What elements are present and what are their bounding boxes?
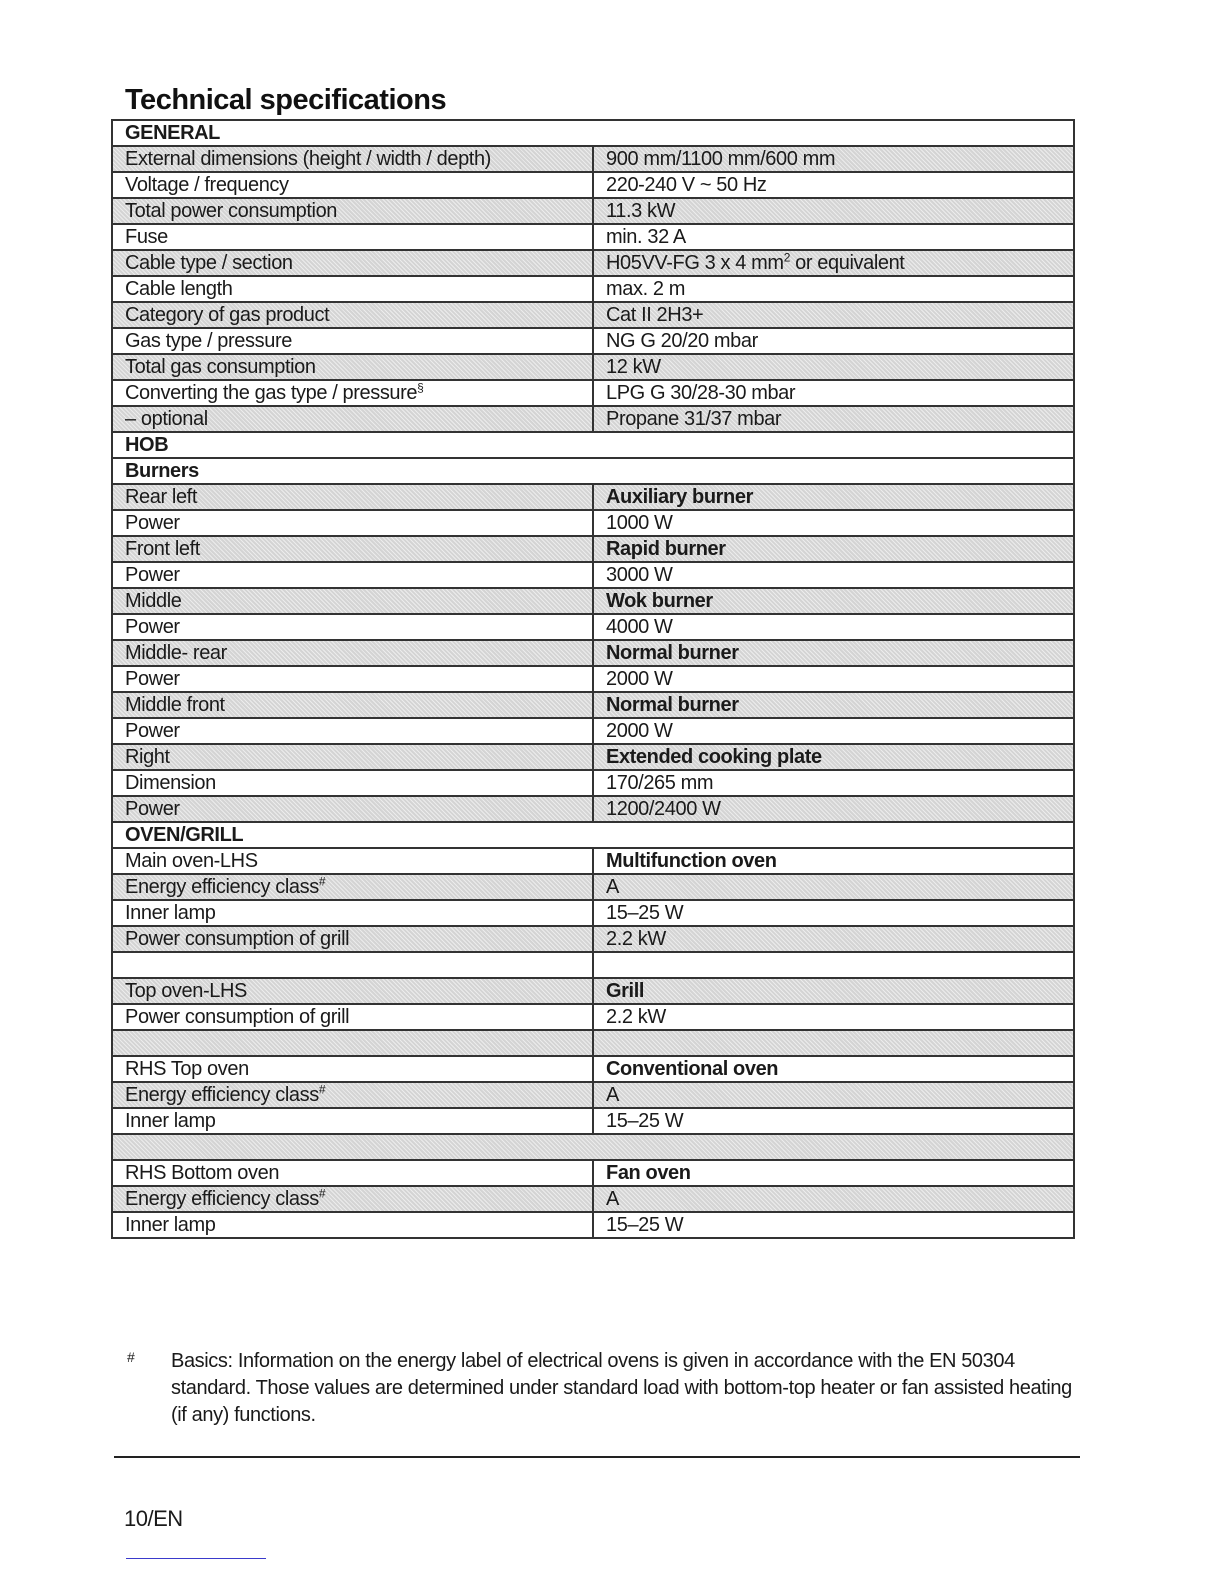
table-row xyxy=(112,614,1074,640)
section-heading: HOB xyxy=(112,432,1074,458)
spec-value-suffix: or equivalent xyxy=(789,252,905,274)
spec-value: Wok burner xyxy=(593,588,1074,614)
spec-label xyxy=(112,1082,593,1108)
spec-label-text: Energy efficiency class xyxy=(125,876,319,898)
spec-label: Power xyxy=(112,614,593,640)
spec-value-text: H05VV-FG 3 x 4 mm xyxy=(606,252,784,274)
table-row xyxy=(112,484,1074,510)
table-row xyxy=(112,328,1074,354)
spec-value: Multifunction oven xyxy=(593,848,1074,874)
spec-value: NG G 20/20 mbar xyxy=(593,328,1074,354)
spec-value: 170/265 mm xyxy=(593,770,1074,796)
spec-value: 4000 W xyxy=(593,614,1074,640)
table-row xyxy=(112,146,1074,172)
spec-label: Power consumption of grill xyxy=(112,1004,593,1030)
spec-value: Grill xyxy=(593,978,1074,1004)
empty-row xyxy=(112,1030,1074,1056)
table-row xyxy=(112,874,1074,900)
spec-label: Total gas consumption xyxy=(112,354,593,380)
bottom-line xyxy=(126,1558,266,1559)
spec-label: Main oven-LHS xyxy=(112,848,593,874)
table-row xyxy=(112,900,1074,926)
spec-label: Cable length xyxy=(112,276,593,302)
table-row xyxy=(112,692,1074,718)
table-row xyxy=(112,536,1074,562)
superscript: # xyxy=(318,1186,326,1201)
table-row xyxy=(112,770,1074,796)
empty-cell xyxy=(593,1030,1074,1056)
spec-label: Middle front xyxy=(112,692,593,718)
spec-label: Power consumption of grill xyxy=(112,926,593,952)
spec-value: 15–25 W xyxy=(593,1212,1074,1238)
spec-label: Cable type / section xyxy=(112,250,593,276)
spec-label: Total power consumption xyxy=(112,198,593,224)
spec-label: Inner lamp xyxy=(112,1108,593,1134)
empty-cell xyxy=(112,952,593,978)
spec-label: Power xyxy=(112,562,593,588)
spec-label: Fuse xyxy=(112,224,593,250)
spec-label: RHS Bottom oven xyxy=(112,1160,593,1186)
page-number: 10/EN xyxy=(124,1506,183,1531)
table-row xyxy=(112,380,1074,406)
table-row xyxy=(112,744,1074,770)
spec-value: Auxiliary burner xyxy=(593,484,1074,510)
table-row xyxy=(112,224,1074,250)
spec-value: Extended cooking plate xyxy=(593,744,1074,770)
spec-value xyxy=(593,250,1074,276)
table-row xyxy=(112,406,1074,432)
spec-value: LPG G 30/28-30 mbar xyxy=(593,380,1074,406)
footnote-mark: # xyxy=(127,1349,135,1365)
footnote xyxy=(127,1348,1077,1429)
spec-value: Conventional oven xyxy=(593,1056,1074,1082)
table-row xyxy=(112,354,1074,380)
section-row-burners xyxy=(112,458,1074,484)
spec-label: Middle- rear xyxy=(112,640,593,666)
page-title: Technical specifications xyxy=(125,84,447,116)
spec-value: 2.2 kW xyxy=(593,926,1074,952)
spec-value: Propane 31/37 mbar xyxy=(593,406,1074,432)
table-row xyxy=(112,510,1074,536)
spec-value: 12 kW xyxy=(593,354,1074,380)
spec-value: Normal burner xyxy=(593,692,1074,718)
empty-cell xyxy=(112,1134,1074,1160)
spec-value: 2000 W xyxy=(593,718,1074,744)
spec-label-text: Converting the gas type / pressure xyxy=(125,382,418,404)
footer-divider xyxy=(114,1456,1080,1458)
section-row-oven xyxy=(112,822,1074,848)
section-heading: Burners xyxy=(112,458,1074,484)
spec-label: Power xyxy=(112,666,593,692)
spec-label-text: Energy efficiency class xyxy=(125,1188,319,1210)
spec-value: A xyxy=(593,1186,1074,1212)
section-heading: GENERAL xyxy=(112,120,1074,146)
spec-value: Normal burner xyxy=(593,640,1074,666)
spec-label: Dimension xyxy=(112,770,593,796)
table-row xyxy=(112,1108,1074,1134)
spec-label: Power xyxy=(112,718,593,744)
spec-label: Gas type / pressure xyxy=(112,328,593,354)
empty-row xyxy=(112,952,1074,978)
spec-value: 220-240 V ~ 50 Hz xyxy=(593,172,1074,198)
table-row xyxy=(112,588,1074,614)
spec-label: Rear left xyxy=(112,484,593,510)
empty-cell xyxy=(112,1030,593,1056)
table-row xyxy=(112,276,1074,302)
spec-label: Inner lamp xyxy=(112,900,593,926)
spec-value: A xyxy=(593,1082,1074,1108)
table-row xyxy=(112,250,1074,276)
table-row xyxy=(112,172,1074,198)
table-row xyxy=(112,1160,1074,1186)
spec-value: min. 32 A xyxy=(593,224,1074,250)
spec-value: Rapid burner xyxy=(593,536,1074,562)
spec-value: max. 2 m xyxy=(593,276,1074,302)
spec-table xyxy=(111,119,1075,1239)
spec-value: 1000 W xyxy=(593,510,1074,536)
table-row xyxy=(112,926,1074,952)
table-row xyxy=(112,1186,1074,1212)
spec-value: 2.2 kW xyxy=(593,1004,1074,1030)
table-row xyxy=(112,1004,1074,1030)
table-row xyxy=(112,848,1074,874)
spec-value: Fan oven xyxy=(593,1160,1074,1186)
table-row xyxy=(112,1082,1074,1108)
spec-label: Front left xyxy=(112,536,593,562)
table-row xyxy=(112,640,1074,666)
table-row xyxy=(112,666,1074,692)
spec-value: Cat II 2H3+ xyxy=(593,302,1074,328)
spec-label: Category of gas product xyxy=(112,302,593,328)
spec-value: 15–25 W xyxy=(593,1108,1074,1134)
spec-value: 1200/2400 W xyxy=(593,796,1074,822)
spec-label: – optional xyxy=(112,406,593,432)
spec-label: Power xyxy=(112,510,593,536)
table-row xyxy=(112,302,1074,328)
superscript: # xyxy=(318,1082,326,1097)
spec-label xyxy=(112,1186,593,1212)
spec-label xyxy=(112,380,593,406)
superscript: § xyxy=(417,380,424,395)
section-row-general xyxy=(112,120,1074,146)
empty-cell xyxy=(593,952,1074,978)
spec-label: Right xyxy=(112,744,593,770)
table-row xyxy=(112,562,1074,588)
superscript: # xyxy=(318,874,326,889)
spec-label: Inner lamp xyxy=(112,1212,593,1238)
table-row xyxy=(112,1056,1074,1082)
spec-label: External dimensions (height / width / depth) xyxy=(112,146,593,172)
spec-label-text: Energy efficiency class xyxy=(125,1084,319,1106)
spec-label: RHS Top oven xyxy=(112,1056,593,1082)
spec-value: 11.3 kW xyxy=(593,198,1074,224)
spec-value: 15–25 W xyxy=(593,900,1074,926)
spec-label xyxy=(112,874,593,900)
table-row xyxy=(112,978,1074,1004)
spec-label: Power xyxy=(112,796,593,822)
footnote-text: Basics: Information on the energy label of electrical ovens is given in accordance with the EN 50304 standard. Those values are determined under standard load with bottom-top heater or fan assisted heating (if any) functions. xyxy=(171,1350,1072,1426)
superscript: 2 xyxy=(783,250,790,265)
table-row xyxy=(112,1212,1074,1238)
table-row xyxy=(112,198,1074,224)
spec-label: Voltage / frequency xyxy=(112,172,593,198)
spec-label: Middle xyxy=(112,588,593,614)
table-row xyxy=(112,796,1074,822)
spec-value: 3000 W xyxy=(593,562,1074,588)
spec-value: 900 mm/1100 mm/600 mm xyxy=(593,146,1074,172)
spec-value: A xyxy=(593,874,1074,900)
spec-label: Top oven-LHS xyxy=(112,978,593,1004)
table-row xyxy=(112,718,1074,744)
spec-value: 2000 W xyxy=(593,666,1074,692)
section-heading: OVEN/GRILL xyxy=(112,822,1074,848)
empty-row xyxy=(112,1134,1074,1160)
section-row-hob xyxy=(112,432,1074,458)
